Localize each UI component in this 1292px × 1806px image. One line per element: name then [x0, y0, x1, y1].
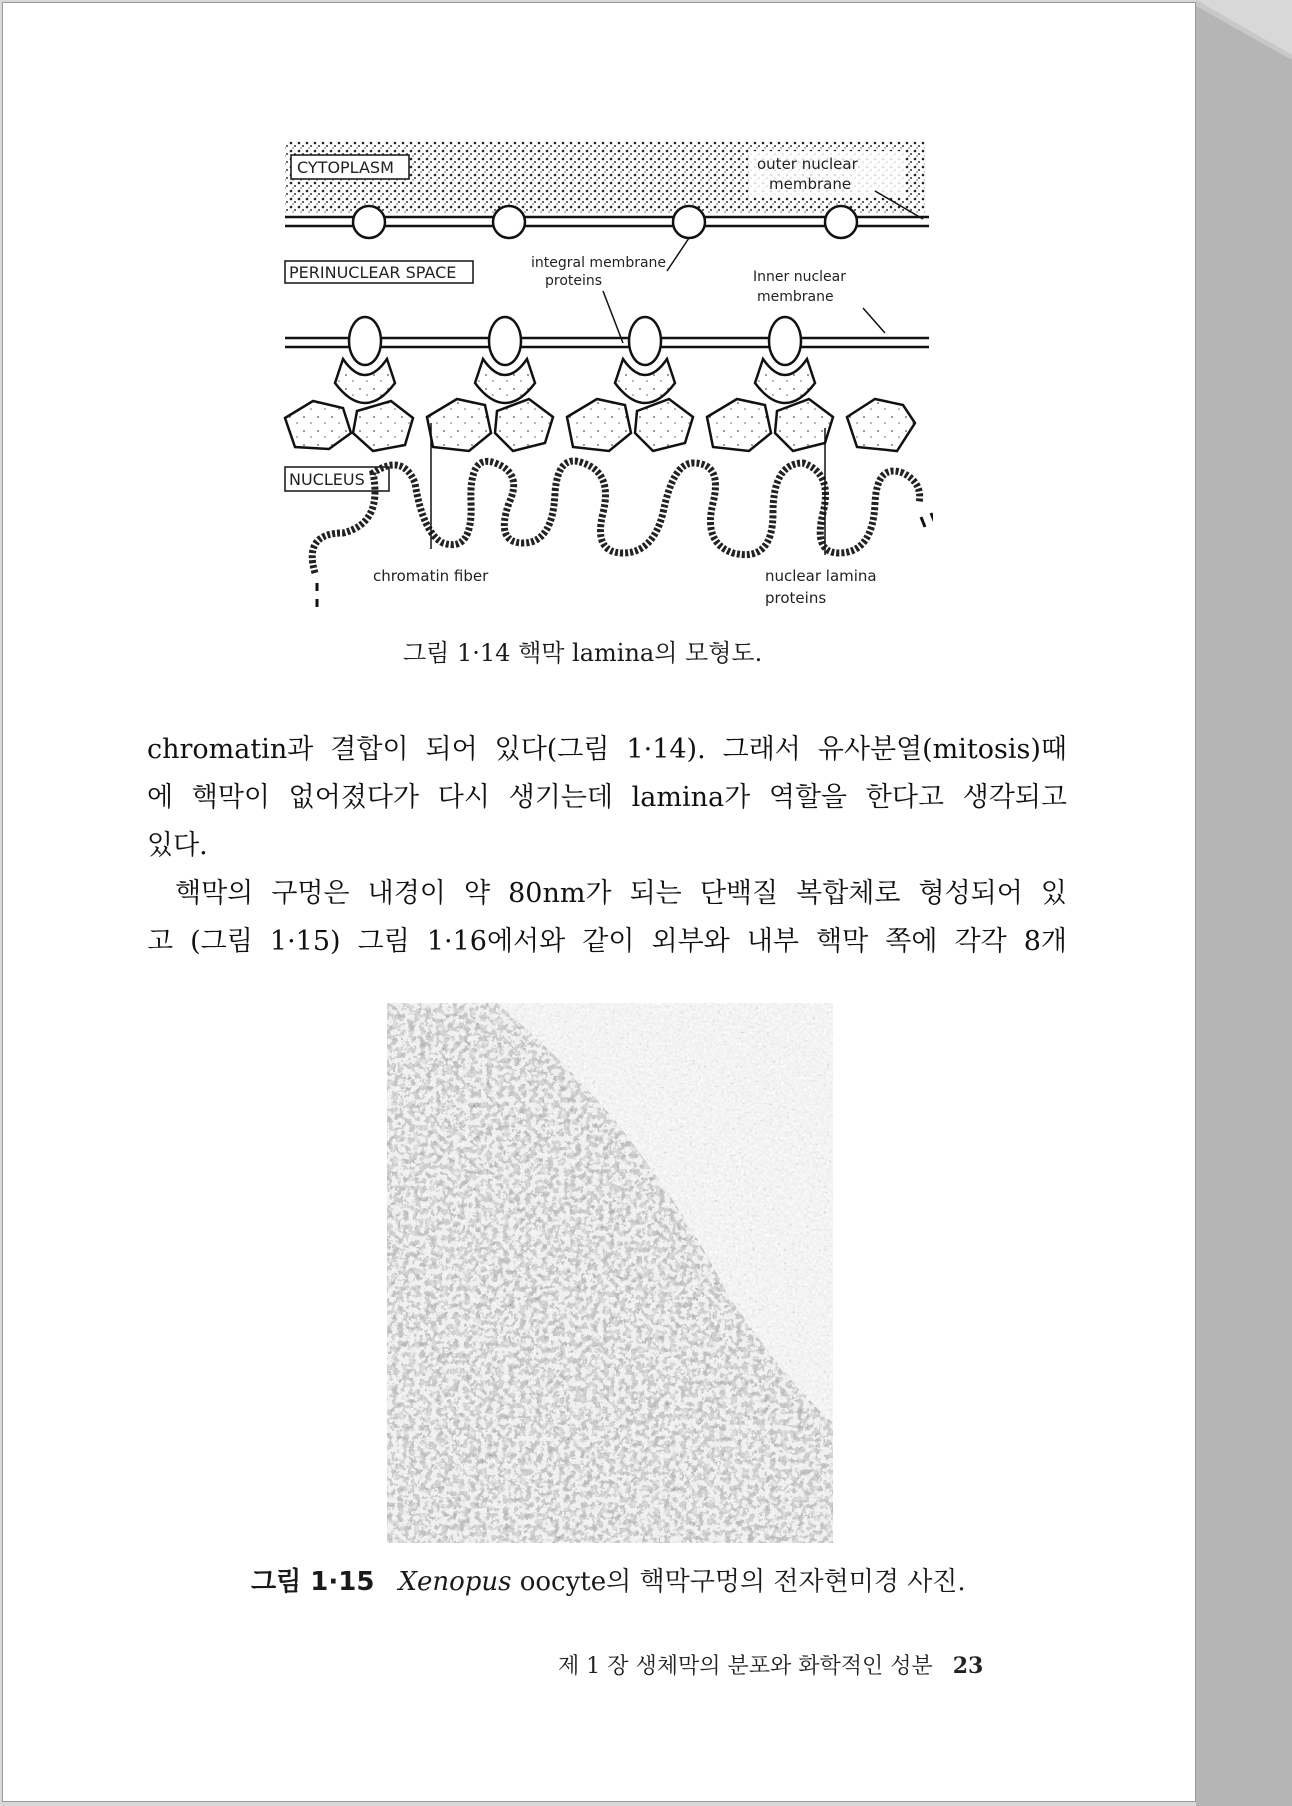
- lamina-proteins-label-1: nuclear lamina: [765, 567, 877, 585]
- nuclear-pore-micrograph: [387, 1003, 833, 1543]
- nucleus-label: NUCLEUS: [289, 470, 365, 489]
- body-line-3: 있다.: [147, 830, 208, 861]
- figure-1-15-species: Xenopus: [398, 1567, 512, 1597]
- lamina-proteins-label-2: proteins: [765, 589, 827, 607]
- figure-1-15-caption: [251, 1561, 966, 1598]
- body-line-2: 에 핵막이 없어졌다가 다시 생기는데 lamina가 역할을 한다고 생각되고: [147, 782, 1067, 813]
- body-line-5: 고 (그림 1·15) 그림 1·16에서와 같이 외부와 내부 핵막 쪽에 각각 8개: [147, 926, 1067, 957]
- lamina-receptors: [335, 359, 815, 403]
- outer-membrane-label-1: outer nuclear: [757, 155, 858, 173]
- figure-1-14-caption: 그림 1·14 핵막 lamina의 모형도.: [403, 639, 763, 667]
- body-line-4: 핵막의 구멍은 내경이 약 80nm가 되는 단백질 복합체로 형성되어 있: [175, 878, 1067, 909]
- book-side-edge: [1196, 0, 1292, 1806]
- outer-membrane-label-2: membrane: [769, 175, 852, 193]
- integral-proteins-label-1: integral membrane: [531, 255, 667, 271]
- integral-proteins-label-2: proteins: [545, 273, 603, 289]
- running-footer: [558, 1649, 983, 1680]
- chromatin-fiber-label: chromatin fiber: [373, 567, 489, 585]
- inner-membrane-label-1: Inner nuclear: [753, 269, 846, 285]
- perinuclear-space-label: PERINUCLEAR SPACE: [289, 263, 457, 282]
- nuclear-lamina: [285, 399, 915, 451]
- body-text: [147, 726, 1067, 966]
- figure-1-15-label: 그림 1·15: [251, 1567, 375, 1597]
- book-page: [2, 2, 1196, 1802]
- chromatin-fiber: [312, 461, 919, 573]
- inner-membrane-proteins: [349, 317, 801, 365]
- nuclear-lamina-diagram: [273, 133, 933, 613]
- body-line-1: chromatin과 결합이 되어 있다(그림 1·14). 그래서 유사분열(mitosis)때: [147, 734, 1067, 765]
- inner-membrane-label-2: membrane: [757, 289, 834, 305]
- chapter-title: 제 1 장 생체막의 분포와 화학적인 성분: [558, 1654, 933, 1679]
- page-number: 23: [952, 1653, 984, 1679]
- figure-1-15-description: oocyte의 핵막구멍의 전자현미경 사진.: [511, 1567, 966, 1597]
- cytoplasm-label: CYTOPLASM: [297, 158, 394, 177]
